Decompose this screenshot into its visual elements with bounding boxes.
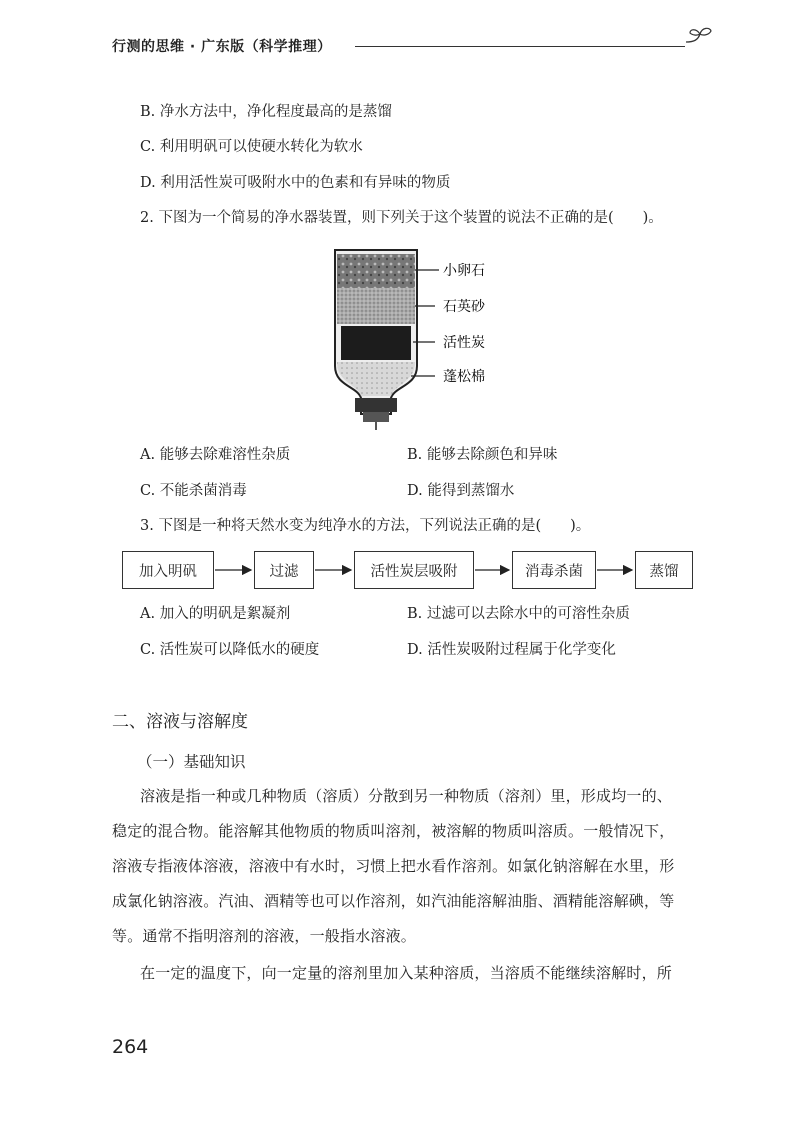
q3-option-b: B. 过滤可以去除水中的可溶性杂质: [407, 606, 630, 622]
subsection-heading: （一）基础知识: [137, 753, 246, 771]
q2-option-c: C. 不能杀菌消毒: [140, 483, 247, 499]
flow-step-alum: 加入明矾: [122, 551, 214, 589]
sprout-icon: [684, 26, 714, 48]
label-pebbles: 小卵石: [443, 263, 485, 279]
label-cotton: 蓬松棉: [443, 369, 485, 385]
sand-layer: [337, 288, 415, 324]
q3-option-d: D. 活性炭吸附过程属于化学变化: [407, 642, 616, 658]
para1-line-2: 稳定的混合物。能溶解其他物质的物质叫溶剂，被溶解的物质叫溶质。一般情况下，: [112, 822, 675, 840]
page-number: 264: [112, 1036, 149, 1058]
q1-option-c: C. 利用明矾可以使硬水转化为软水: [140, 139, 363, 155]
q2-option-a: A. 能够去除难溶性杂质: [140, 447, 291, 463]
water-filter-diagram: [325, 246, 515, 432]
flow-step-disinfect: 消毒杀菌: [512, 551, 596, 589]
flow-step-carbon: 活性炭层吸附: [354, 551, 474, 589]
para2-line-1: 在一定的温度下，向一定量的溶剂里加入某种溶质，当溶质不能继续溶解时，所: [140, 964, 673, 982]
para1-line-4: 成氯化钠溶液。汽油、酒精等也可以作溶剂，如汽油能溶解油脂、酒精能溶解碘，等: [112, 892, 675, 910]
flow-arrows: [122, 551, 702, 595]
q3-option-a: A. 加入的明矾是絮凝剂: [140, 606, 291, 622]
para1-line-1: 溶液是指一种或几种物质（溶质）分散到另一种物质（溶剂）里，形成均一的、: [140, 787, 673, 805]
q3-stem: 3. 下图是一种将天然水变为纯净水的方法，下列说法正确的是( )。: [140, 518, 591, 534]
q2-stem: 2. 下图为一个简易的净水器装置，则下列关于这个装置的说法不正确的是( )。: [140, 210, 663, 226]
q3-option-c: C. 活性炭可以降低水的硬度: [140, 642, 320, 658]
q2-option-b: B. 能够去除颜色和异味: [407, 447, 558, 463]
para1-line-5: 等。通常不指明溶剂的溶液，一般指水溶液。: [112, 927, 417, 945]
q1-option-b: B. 净水方法中，净化程度最高的是蒸馏: [140, 104, 392, 120]
label-quartz-sand: 石英砂: [443, 299, 485, 315]
flow-step-filter: 过滤: [254, 551, 314, 589]
section-heading: 二、溶液与溶解度: [112, 712, 248, 732]
running-header-title: 行测的思维 · 广东版（科学推理）: [112, 39, 332, 55]
label-activated-carbon: 活性炭: [443, 335, 485, 351]
pebble-layer: [337, 254, 415, 288]
flow-step-distill: 蒸馏: [635, 551, 693, 589]
header-rule: [355, 46, 685, 47]
q1-option-d: D. 利用活性炭可吸附水中的色素和有异味的物质: [140, 175, 451, 191]
cotton-layer: [337, 362, 415, 396]
para1-line-3: 溶液专指液体溶液，溶液中有水时，习惯上把水看作溶剂。如氯化钠溶解在水里，形: [112, 857, 675, 875]
q2-option-d: D. 能得到蒸馏水: [407, 483, 515, 499]
carbon-layer: [341, 326, 411, 360]
purification-flowchart: [122, 551, 702, 595]
